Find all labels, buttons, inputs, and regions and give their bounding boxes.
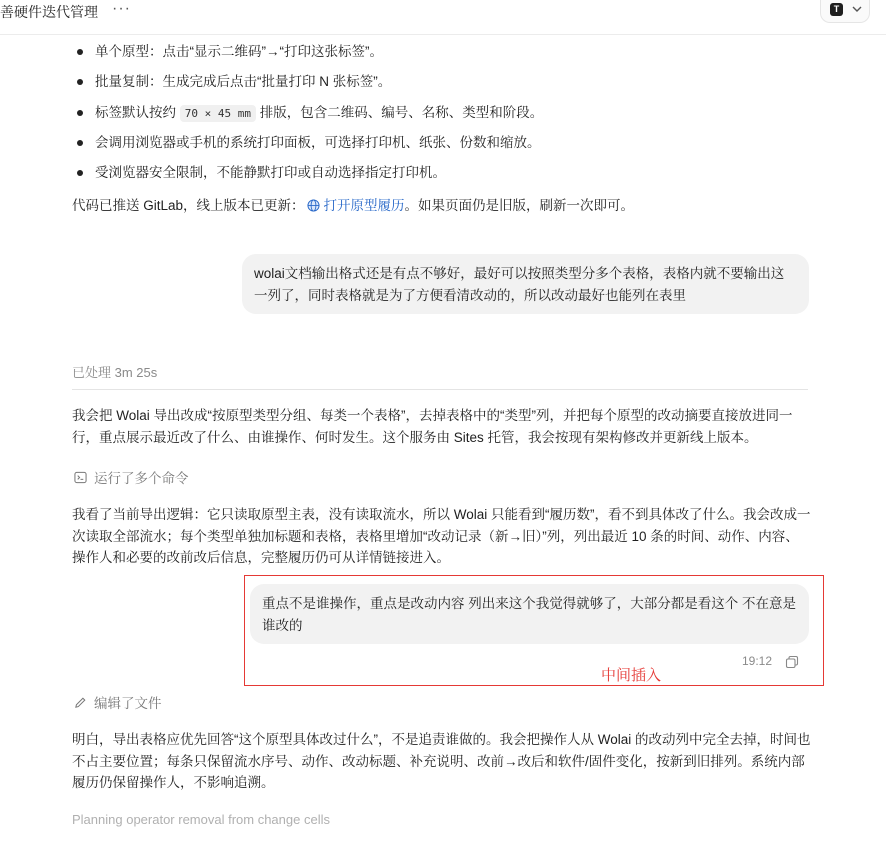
more-options-icon[interactable]: ··· — [112, 0, 131, 17]
list-item-text: 批量复制：生成完成后点击“批量打印 N 张标签”。 — [95, 74, 392, 90]
message-timestamp: 19:12 — [742, 654, 773, 668]
conversation-title[interactable]: 善硬件迭代管理 — [0, 4, 98, 20]
assistant-reply: 我看了当前导出逻辑：它只读取原型主表，没有读取流水，所以 Wolai 只能看到“履历数”，看不到具体改了什么。我会改成一次读取全部流水；每个类型单独加标题和表格，表格里增加“改动记录（新→旧）”列，列出最近 10 条的时间、动作、内容、操作人和必要的改前改后信息，完整履历仍可从详情链接进入。 — [72, 507, 811, 565]
copy-icon[interactable] — [785, 655, 799, 669]
tool-activity-edit[interactable] — [74, 692, 162, 712]
list-item-text: 会调用浏览器或手机的系统打印面板，可选择打印机、纸张、份数和缩放。 — [95, 134, 541, 150]
list-item — [72, 130, 543, 160]
list-item-text: 标签默认按约 — [95, 104, 180, 120]
terminal-icon — [74, 471, 87, 484]
chevron-down-icon — [851, 2, 863, 16]
app-logo-icon: T — [830, 3, 843, 16]
assistant-reply: 明白，导出表格应优先回答“这个原型具体改过什么”，不是追责谁做的。我会把操作人从 Wolai 的改动列中完全去掉，时间也不占主要位置；每条只保留流水序号、动作、改动标题、补充说明、改前→改后和软件/固件变化，按新到旧排列。系统内部履历仍保留操作人，不影响追溯。 — [72, 732, 811, 790]
thinking-status: Planning operator removal from change cells — [72, 812, 330, 827]
pencil-icon — [74, 696, 87, 709]
list-item — [72, 39, 543, 69]
list-item — [72, 69, 543, 99]
user-message: wolai文档输出格式还是有点不够好，最好可以按照类型分多个表格，表格内就不要输出这一列了，同时表格就是为了方便看清改动的，所以改动最好也能列在表里 — [242, 254, 809, 314]
tool-activity-label: 运行了多个命令 — [94, 471, 189, 486]
update-notice — [72, 195, 812, 217]
app-switcher[interactable] — [820, 0, 870, 23]
annotation-label: 中间插入 — [601, 667, 662, 684]
list-item — [72, 100, 543, 130]
list-item-text: 排版，包含二维码、编号、名称、类型和阶段。 — [256, 104, 544, 120]
list-item-text: 单个原型：点击“显示二维码”→“打印这张标签”。 — [95, 44, 383, 59]
processed-duration[interactable]: 已处理 3m 25s — [72, 365, 158, 380]
top-bar — [0, 0, 886, 35]
label-size-code: 70 × 45 mm — [180, 105, 256, 122]
divider — [72, 389, 808, 390]
update-text: 代码已推送 GitLab，线上版本已更新： — [72, 198, 305, 213]
user-message: 重点不是谁操作，重点是改动内容 列出来这个我觉得就够了，大部分都是看这个 不在意是谁改的 — [250, 584, 809, 644]
list-item — [72, 160, 543, 190]
tool-activity-commands[interactable] — [74, 467, 189, 487]
update-text: 。如果页面仍是旧版，刷新一次即可。 — [404, 198, 635, 213]
list-item-text: 受浏览器安全限制，不能静默打印或自动选择指定打印机。 — [95, 165, 446, 181]
globe-icon — [307, 199, 320, 212]
tool-activity-label: 编辑了文件 — [94, 696, 162, 711]
open-prototype-history-link[interactable]: 打开原型履历 — [323, 198, 405, 213]
assistant-reply: 我会把 Wolai 导出改成“按原型类型分组、每类一个表格”，去掉表格中的“类型”列，并把每个原型的改动摘要直接放进同一行，重点展示最近改了什么、由谁操作、何时发生。这个服务由 Sites 托管，我会按现有架构修改并更新线上版本。 — [72, 408, 793, 445]
print-instructions-list — [72, 39, 543, 190]
